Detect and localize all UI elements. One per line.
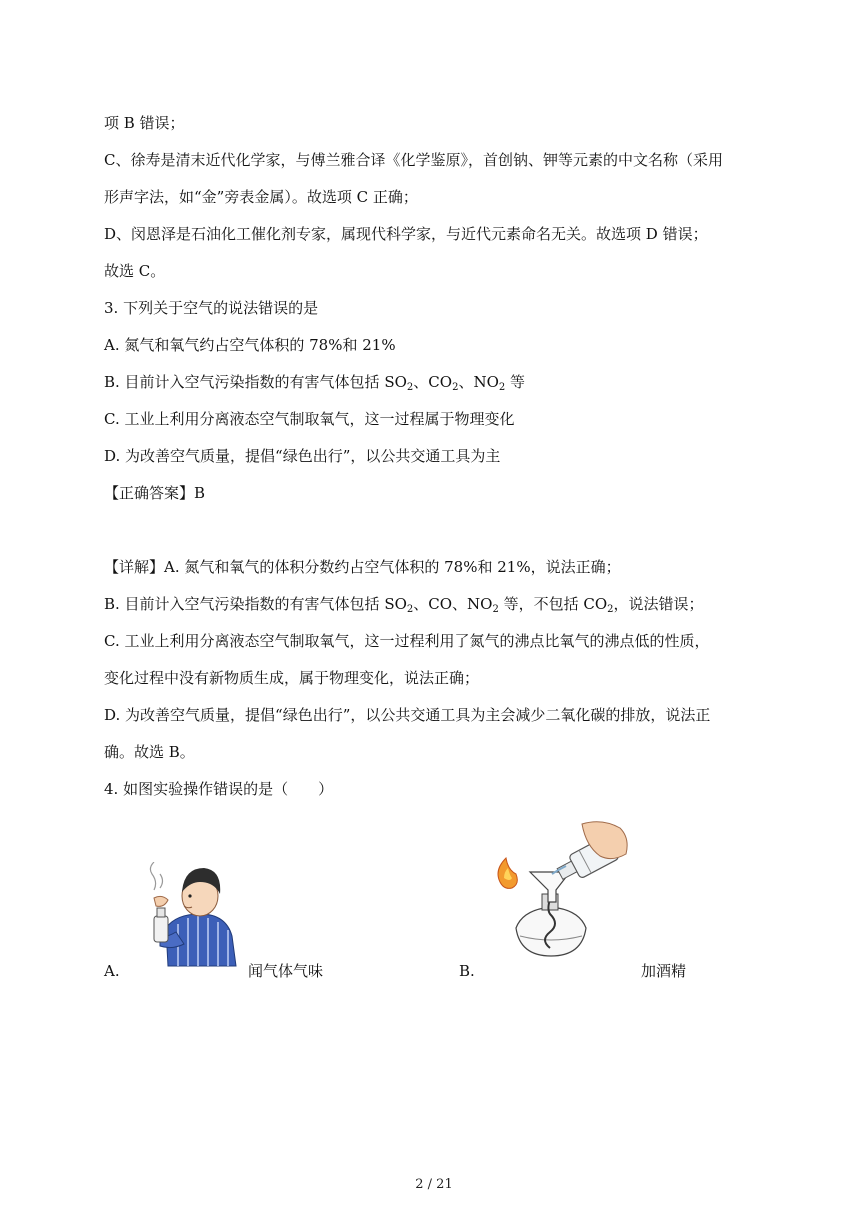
option-b-caption: 加酒精 [641, 962, 687, 980]
text-line: 项 B 错误； [104, 114, 185, 132]
explanation-line: C. 工业上利用分离液态空气制取氧气，这一过程利用了氮气的沸点比氧气的沸点低的性质， [104, 632, 710, 650]
subscript: 2 [406, 604, 414, 615]
question-3-option-c: C. 工业上利用分离液态空气制取氧气，这一过程属于物理变化 [104, 410, 515, 428]
adding-alcohol-illustration [486, 820, 638, 972]
text-line: 故选 C。 [104, 262, 166, 280]
text-run: ，说法错误； [613, 595, 704, 613]
text-line: 形声字法，如“金”旁表金属）。故选项 C 正确； [104, 188, 418, 206]
subscript: 2 [452, 382, 459, 393]
subscript: 2 [406, 382, 414, 393]
text-run: B. 目前计入空气污染指数的有害气体包括 SO [104, 373, 407, 391]
subscript: 2 [607, 604, 614, 615]
option-b-label: B. [459, 962, 475, 980]
option-a-caption: 闻气体气味 [248, 962, 324, 980]
question-3-stem: 3. 下列关于空气的说法错误的是 [104, 299, 319, 317]
question-3-option-d: D. 为改善空气质量，提倡“绿色出行”，以公共交通工具为主 [104, 447, 501, 465]
option-a-label: A. [104, 962, 120, 980]
explanation-line: 确。故选 B。 [104, 743, 195, 761]
text-run: 、NO [458, 373, 499, 391]
text-run: 等 [505, 373, 526, 391]
text-run: B. 目前计入空气污染指数的有害气体包括 SO [104, 595, 407, 613]
correct-answer: 【正确答案】B [104, 484, 206, 502]
explanation-line: 【详解】A. 氮气和氧气的体积分数约占空气体积的 78%和 21%，说法正确； [104, 558, 621, 576]
text-line: D、闵恩泽是石油化工催化剂专家，属现代科学家，与近代元素命名无关。故选项 D 错误； [104, 225, 708, 243]
text-run: 等，不包括 CO [498, 595, 608, 613]
text-run: 、CO [413, 373, 453, 391]
subscript: 2 [492, 604, 499, 615]
explanation-line [104, 594, 704, 620]
text-line: C、徐寿是清末近代化学家，与傅兰雅合译《化学鉴原》，首创钠、钾等元素的中文名称（采用 [104, 151, 723, 169]
explanation-line: 变化过程中没有新物质生成，属于物理变化，说法正确； [104, 669, 480, 687]
question-4-stem: 4. 如图实验操作错误的是（ ） [104, 780, 334, 798]
question-3-option-a: A. 氮气和氧气约占空气体积的 78%和 21% [104, 336, 396, 354]
question-3-option-b [104, 372, 525, 398]
text-run: 、CO、NO [413, 595, 493, 613]
explanation-line: D. 为改善空气质量，提倡“绿色出行”，以公共交通工具为主会减少二氧化碳的排放，说法正 [104, 706, 711, 724]
smelling-gas-illustration [132, 862, 244, 970]
subscript: 2 [498, 382, 506, 393]
page-number: 2 / 21 [415, 1177, 453, 1192]
